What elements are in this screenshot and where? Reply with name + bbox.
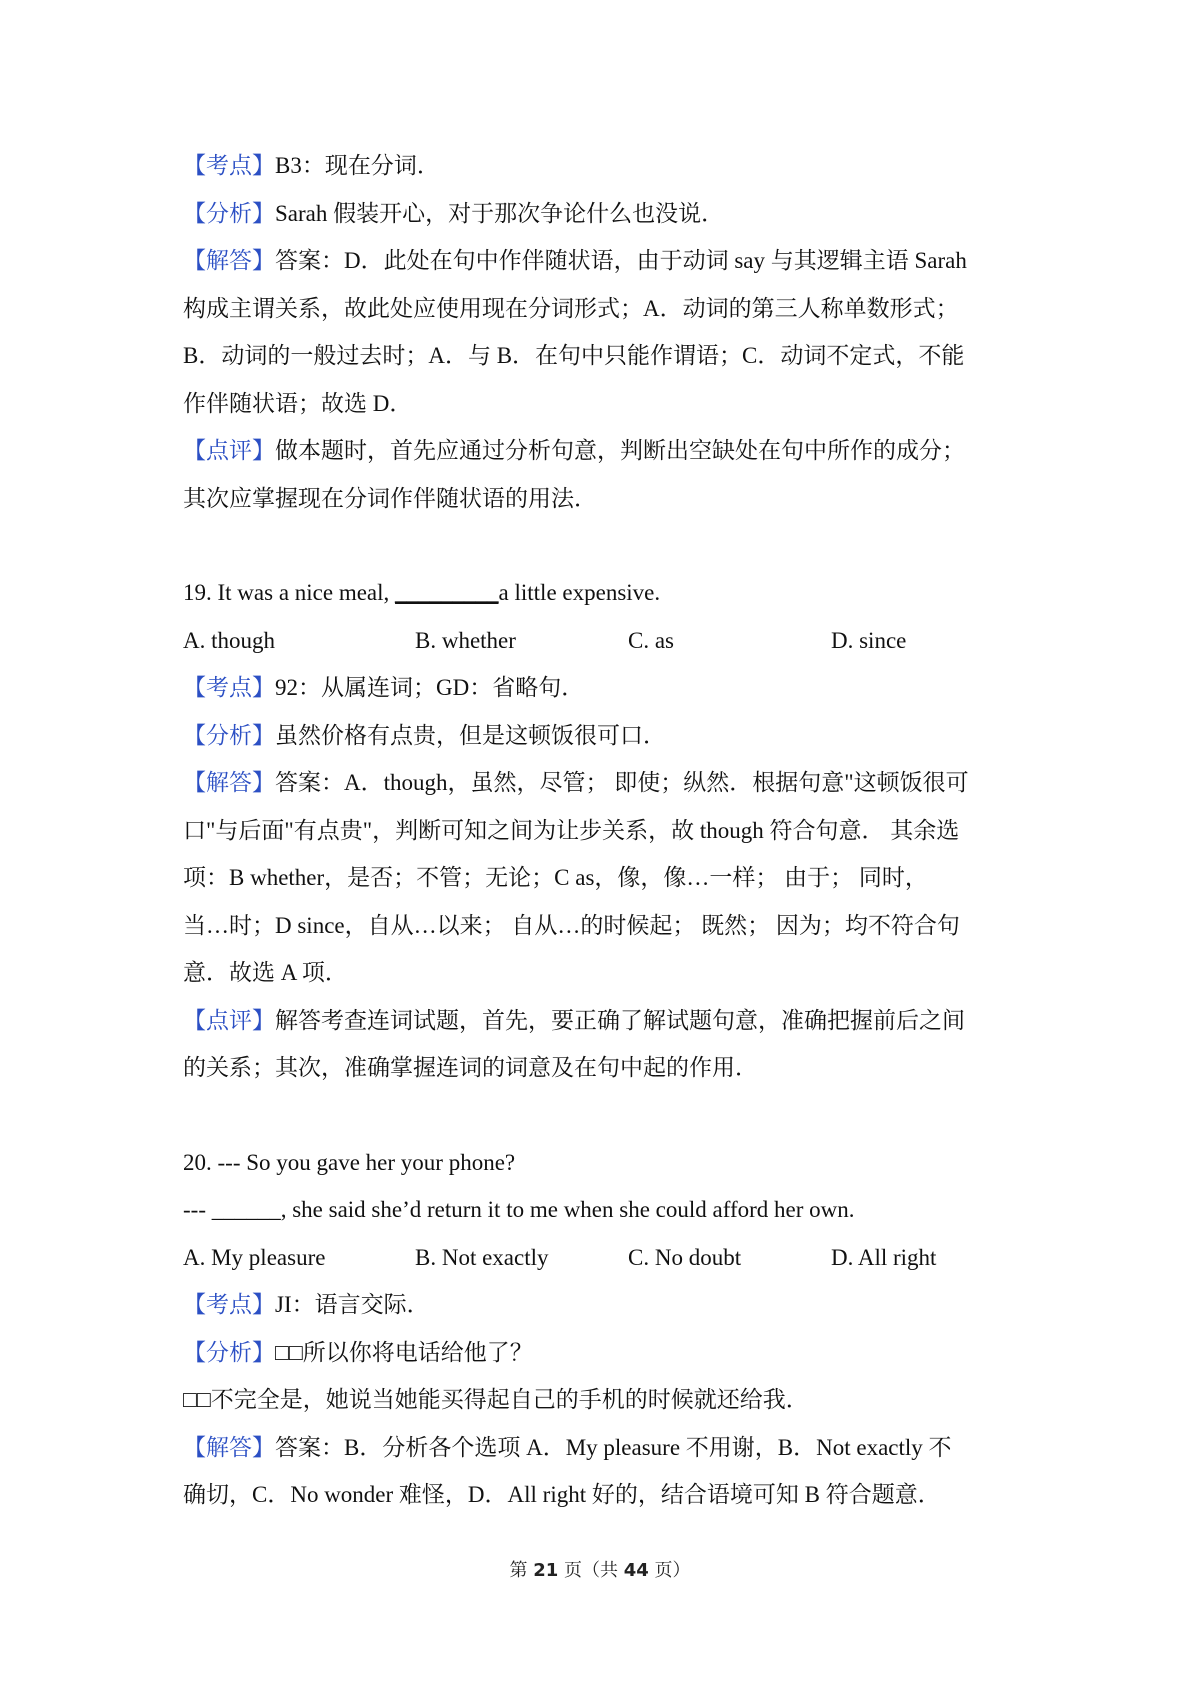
q20-jieda: 【解答】答案：B．分析各个选项 A．My pleasure 不用谢，B．Not exactly 不 [183, 1434, 952, 1460]
q19-stem: 19. It was a nice meal, _________a little expensive. [183, 580, 661, 605]
kaodian-label: 【考点】 [183, 153, 275, 178]
q18-jieda-line-4: 作伴随状语；故选 D． [183, 390, 413, 416]
q18-kaodian: 【考点】B3：现在分词． [183, 153, 440, 178]
q19-jieda-line-3: 项：B whether，是否；不管；无论；C as，像，像…一样； 由于； 同时， [183, 865, 928, 890]
q20-option-a: A. My pleasure [183, 1244, 326, 1270]
q19-dianping: 【点评】解答考查连词试题，首先，要正确了解试题句意，准确把握前后之间 [183, 1007, 965, 1033]
q20-options [183, 1234, 1028, 1282]
q20-stem-reply: --- ______, she said she’d return it to me when she could afford her own. [183, 1197, 855, 1222]
q18-jieda-line-2: 构成主谓关系，故此处应使用现在分词形式；A．动词的第三人称单数形式； [183, 295, 959, 321]
spacer [183, 1092, 1028, 1139]
q19-option-c: C. as [628, 627, 674, 653]
q20-stem: 20. --- So you gave her your phone? [183, 1149, 516, 1175]
dianping-label: 【点评】 [183, 438, 275, 463]
q19-fenxi: 【分析】虽然价格有点贵，但是这顿饭很可口． [183, 722, 666, 748]
q18-dianping-line-2: 其次应掌握现在分词作伴随状语的用法． [183, 485, 597, 511]
page-total: 44 [623, 1560, 649, 1581]
q20-jieda-line-2: 确切，C．No wonder 难怪，D．All right 好的，结合语境可知 B 符合题意． [183, 1482, 941, 1507]
q20-option-c: C. No doubt [628, 1244, 742, 1270]
page-number: 21 [533, 1560, 559, 1581]
dianping-label: 【点评】 [183, 1007, 275, 1033]
q20-fenxi-line-2: □□不完全是，她说当她能买得起自己的手机的时候就还给我． [183, 1387, 809, 1412]
jieda-label: 【解答】 [183, 248, 275, 273]
q19-jieda: 【解答】答案：A．though，虽然，尽管； 即使；纵然．根据句意"这顿饭很可 [183, 770, 969, 795]
q19-options [183, 617, 1028, 665]
answer-blank: _________ [395, 580, 499, 605]
page-content [183, 142, 1028, 1519]
fenxi-label: 【分析】 [183, 200, 275, 226]
q20-kaodian: 【考点】JI：语言交际． [183, 1292, 430, 1317]
q20-option-b: B. Not exactly [415, 1244, 549, 1270]
q18-jieda-line-3: B．动词的一般过去时；A．与 B．在句中只能作谓语；C．动词不定式，不能 [183, 343, 965, 368]
q20-option-d: D. All right [831, 1244, 937, 1270]
q19-dianping-line-2: 的关系；其次，准确掌握连词的词意及在句中起的作用． [183, 1055, 758, 1080]
fenxi-label: 【分析】 [183, 1339, 275, 1365]
kaodian-label: 【考点】 [183, 675, 275, 700]
jieda-label: 【解答】 [183, 1434, 275, 1460]
q18-jieda: 【解答】答案：D．此处在句中作伴随状语，由于动词 say 与其逻辑主语 Sarah [183, 248, 967, 273]
spacer [183, 522, 1028, 569]
q18-fenxi: 【分析】Sarah 假装开心，对于那次争论什么也没说． [183, 200, 725, 226]
q19-jieda-line-4: 当…时；D since，自从…以来； 自从…的时候起； 既然； 因为；均不符合句 [183, 912, 960, 938]
q19-jieda-line-5: 意．故选 A 项． [183, 960, 348, 985]
jieda-label: 【解答】 [183, 770, 275, 795]
kaodian-label: 【考点】 [183, 1292, 275, 1317]
q19-option-d: D. since [831, 627, 907, 653]
q19-jieda-line-2: 口"与后面"有点贵"，判断可知之间为让步关系，故 though 符合句意． 其余选 [183, 817, 960, 843]
fenxi-label: 【分析】 [183, 722, 275, 748]
q19-kaodian: 【考点】92：从属连词；GD：省略句． [183, 675, 585, 700]
q19-option-a: A. though [183, 627, 275, 653]
q20-fenxi: 【分析】□□所以你将电话给他了？ [183, 1339, 533, 1365]
page-footer: 第 21 页（共 44 页） [509, 1560, 691, 1581]
q19-option-b: B. whether [415, 627, 516, 653]
q18-dianping: 【点评】做本题时，首先应通过分析句意，判断出空缺处在句中所作的成分； [183, 438, 965, 463]
